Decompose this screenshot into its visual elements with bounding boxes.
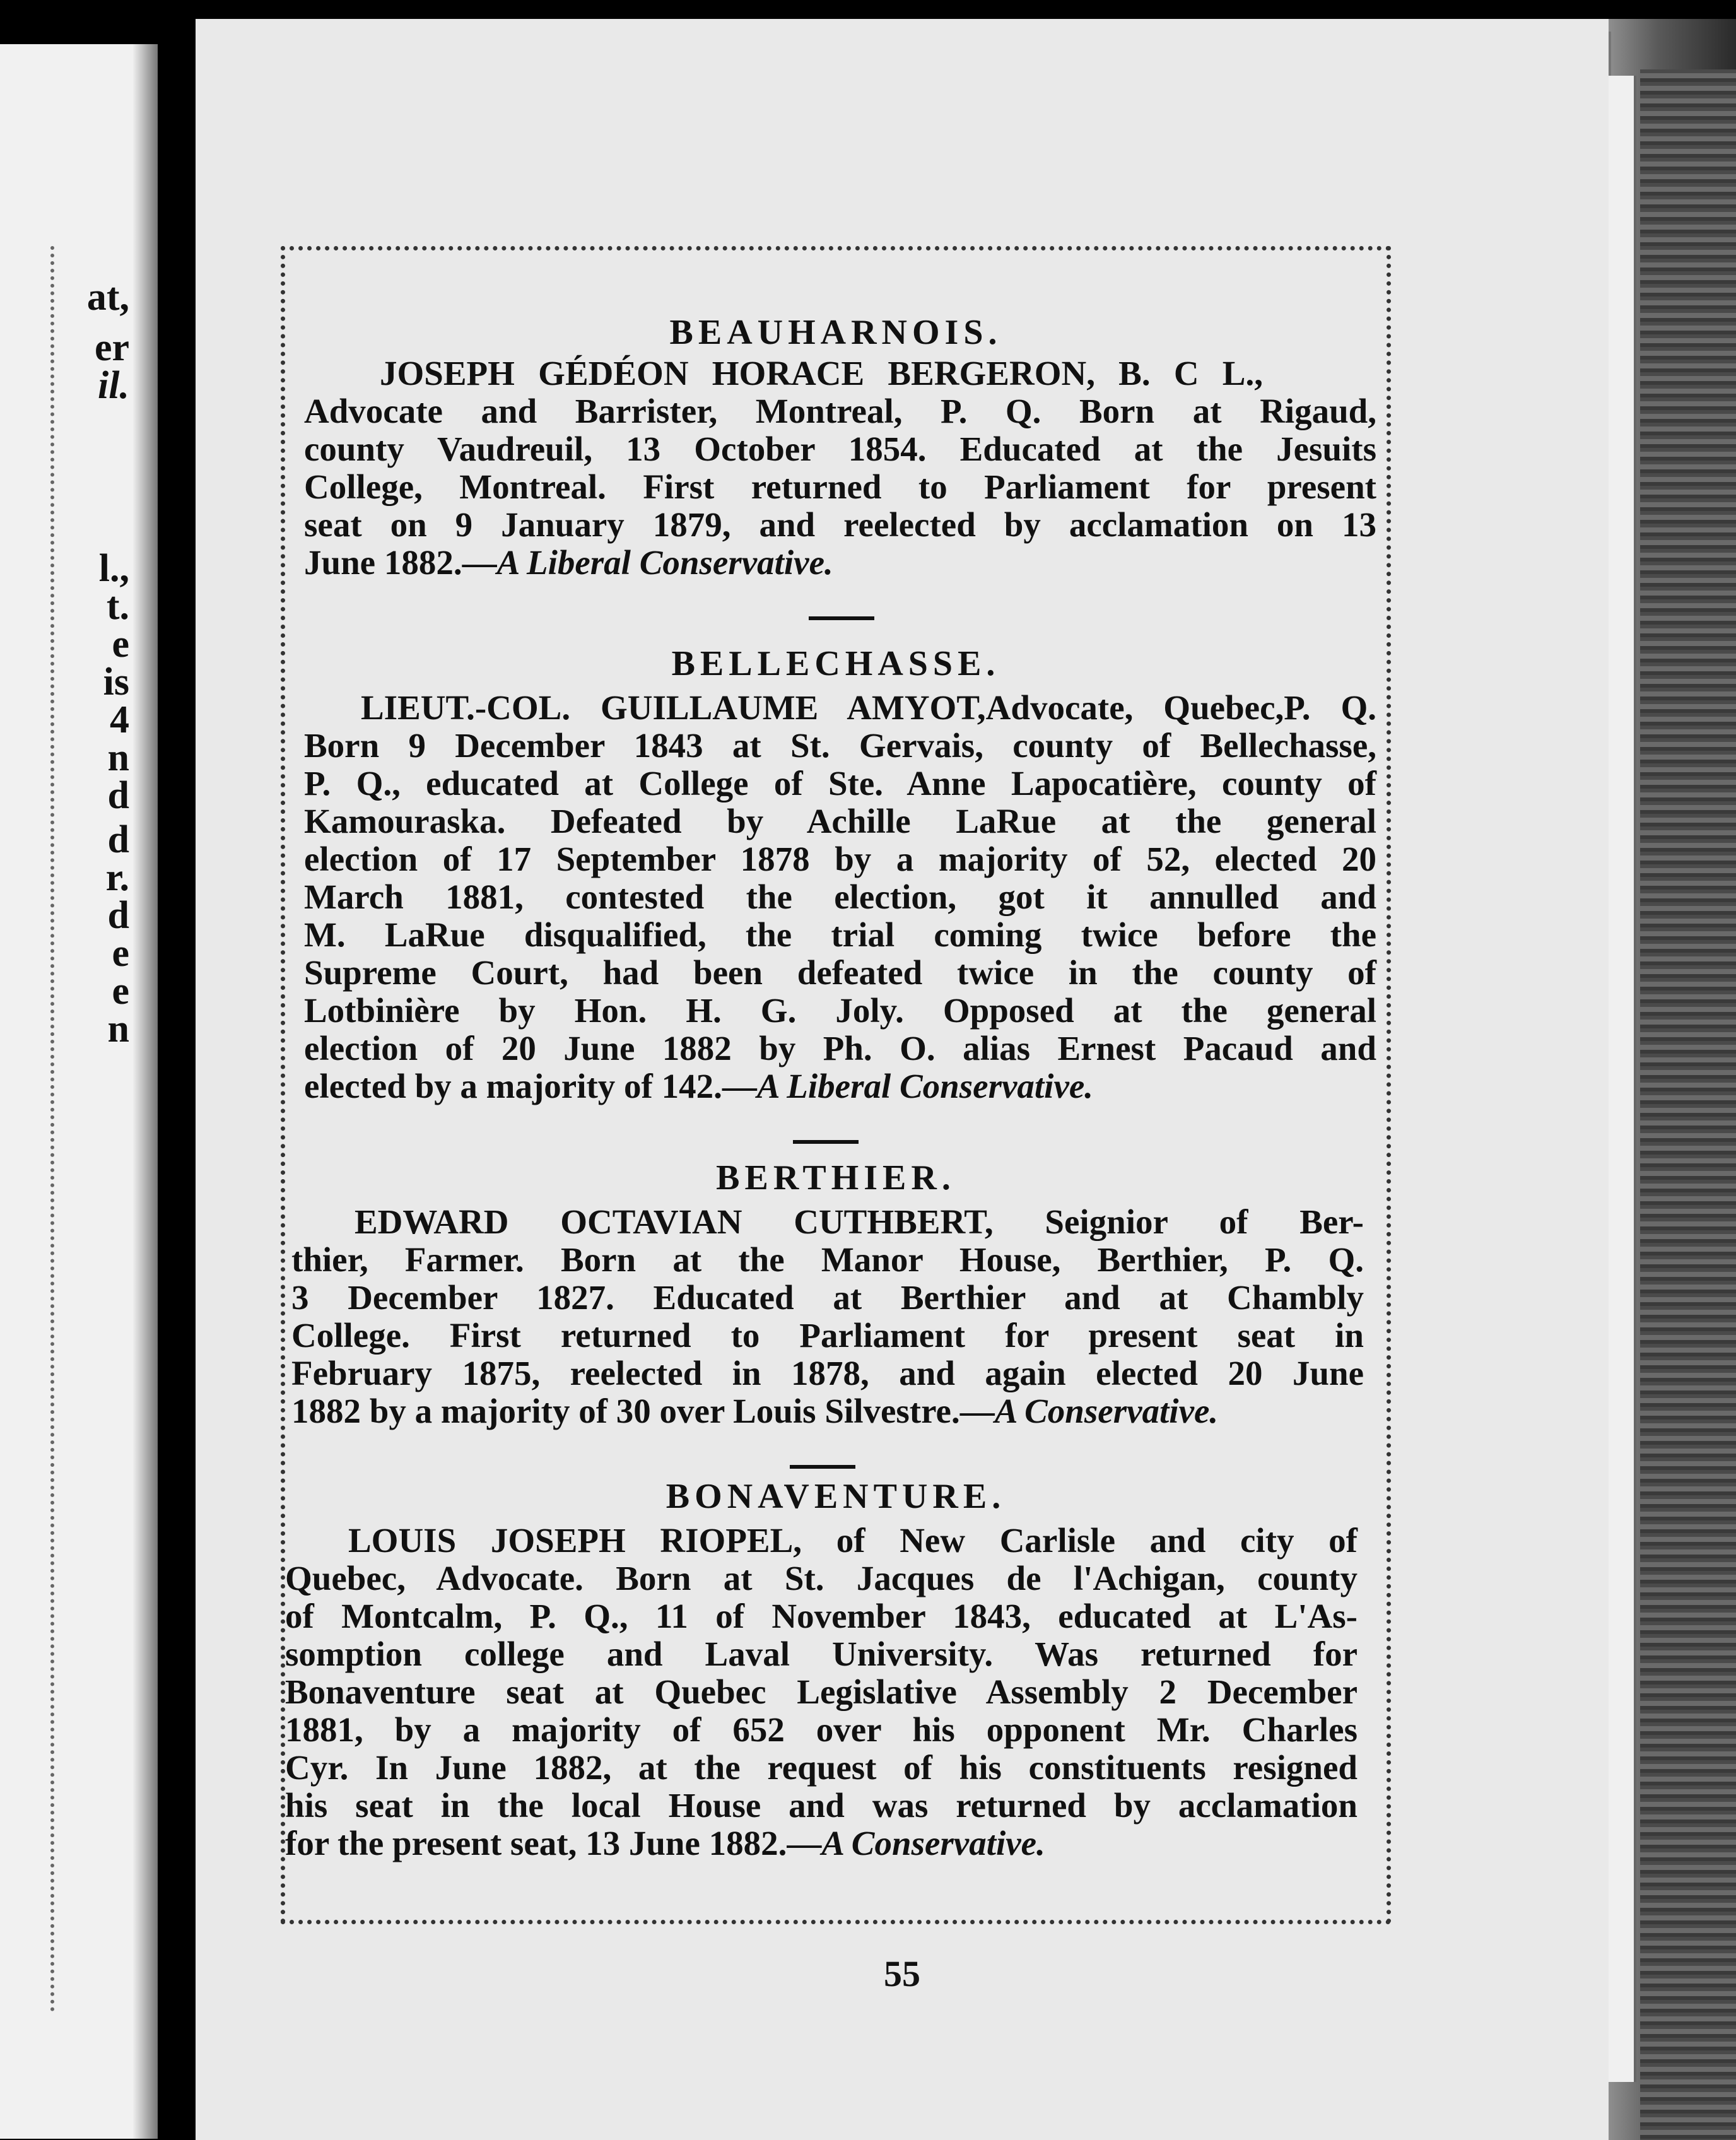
left-fragment: d — [107, 818, 129, 861]
entry-bellechasse — [285, 642, 1387, 1105]
left-fragment: d — [107, 774, 129, 817]
left-fragment: t. — [106, 585, 129, 628]
entry-beauharnois — [285, 310, 1387, 582]
left-fragment: er — [94, 326, 129, 369]
entry-line: February 1875, reelected in 1878, and again elected 20 June — [291, 1354, 1364, 1392]
left-fragment: l., — [98, 547, 129, 590]
party-affiliation: A Conservative. — [821, 1824, 1045, 1862]
left-fragment: d — [107, 894, 129, 937]
entry-line: M. LaRue disqualified, the trial coming twice before the — [304, 915, 1376, 954]
entry-text: elected by a majority of 142.— — [304, 1067, 757, 1105]
entry-text: for the present seat, 13 June 1882.— — [285, 1824, 822, 1862]
entry-berthier — [285, 1156, 1387, 1430]
entry-line: his seat in the local House and was returned by acclamation — [285, 1786, 1358, 1825]
left-fragment: r. — [105, 856, 129, 899]
entry-line: Born 9 December 1843 at St. Gervais, county of Bellechasse, — [304, 726, 1376, 765]
section-divider — [790, 1465, 855, 1469]
entry-line: seat on 9 January 1879, and reelected by acclamation on 13 — [304, 505, 1376, 544]
entry-heading: BONAVENTURE. — [666, 1477, 1006, 1516]
section-divider — [809, 616, 874, 620]
entry-heading: BELLECHASSE. — [671, 644, 1000, 683]
entry-line: Kamouraska. Defeated by Achille LaRue at the general — [304, 802, 1376, 840]
left-page-border — [38, 246, 54, 2013]
entry-line: EDWARD OCTAVIAN CUTHBERT, Seignior of Ber- — [355, 1202, 1364, 1241]
left-fragment: n — [107, 736, 129, 779]
entry-line: College. First returned to Parliament for present seat in — [291, 1316, 1364, 1355]
entry-text: June 1882.— — [304, 543, 497, 582]
entry-line: Advocate and Barrister, Montreal, P. Q. Born at Rigaud, — [304, 392, 1376, 430]
left-fragment: e — [112, 932, 129, 975]
right-page — [196, 19, 1609, 2140]
entry-line: election of 17 September 1878 by a majority of 52, elected 20 — [304, 840, 1376, 878]
party-affiliation: A Liberal Conservative. — [496, 543, 833, 582]
left-facing-page — [0, 44, 158, 2139]
book-cover-edge — [1640, 69, 1736, 2140]
left-fragment: 4 — [110, 698, 129, 741]
entry-line: thier, Farmer. Born at the Manor House, Berthier, P. Q. — [291, 1240, 1364, 1279]
entry-line: P. Q., educated at College of Ste. Anne Lapocatière, county of — [304, 764, 1376, 802]
entry-line: Supreme Court, had been defeated twice in the county of — [304, 953, 1376, 992]
entry-last-line — [304, 544, 1376, 582]
entry-line: Lotbinière by Hon. H. G. Joly. Opposed at the general — [304, 991, 1376, 1030]
entry-line: College, Montreal. First returned to Parliament for present — [304, 467, 1376, 506]
entry-line: 3 December 1827. Educated at Berthier and at Chambly — [291, 1278, 1364, 1317]
entry-bonaventure — [285, 1474, 1387, 1862]
entry-line: Quebec, Advocate. Born at St. Jacques de l'Achigan, county — [285, 1559, 1358, 1597]
entry-line: Cyr. In June 1882, at the request of his constituents resigned — [285, 1748, 1358, 1787]
party-affiliation: A Liberal Conservative. — [756, 1067, 1094, 1105]
left-fragment: e — [112, 623, 129, 666]
entry-last-line — [304, 1067, 1376, 1105]
entry-line: JOSEPH GÉDÉON HORACE BERGERON, B. C L., — [380, 354, 1263, 392]
entry-line: somption college and Laval University. Was returned for — [285, 1635, 1358, 1673]
left-fragment: e — [112, 970, 129, 1013]
entry-heading: BEAUHARNOIS. — [669, 313, 1002, 352]
entry-line: March 1881, contested the election, got it annulled and — [304, 878, 1376, 916]
page-number: 55 — [884, 1953, 920, 1994]
entry-heading: BERTHIER. — [716, 1158, 956, 1197]
left-fragment: n — [107, 1008, 129, 1050]
entry-line: 1881, by a majority of 652 over his opponent Mr. Charles — [285, 1710, 1358, 1749]
entry-last-line — [285, 1825, 1358, 1862]
left-fragment: at, — [86, 276, 129, 319]
entry-line: of Montcalm, P. Q., 11 of November 1843, educated at L'As- — [285, 1597, 1358, 1635]
party-affiliation: A Conservative. — [994, 1392, 1219, 1430]
entry-line: county Vaudreuil, 13 October 1854. Educated at the Jesuits — [304, 430, 1376, 468]
section-divider — [793, 1140, 859, 1144]
entry-line: election of 20 June 1882 by Ph. O. alias Ernest Pacaud and — [304, 1029, 1376, 1067]
entry-last-line — [291, 1392, 1364, 1430]
entry-line: LOUIS JOSEPH RIOPEL, of New Carlisle and city of — [348, 1521, 1358, 1560]
page-edge-sheet — [1609, 76, 1636, 2082]
book-gutter — [132, 44, 158, 2139]
dotted-border-frame — [281, 246, 1391, 1924]
left-fragment: is — [103, 661, 129, 703]
entry-line: Bonaventure seat at Quebec Legislative Assembly 2 December — [285, 1673, 1358, 1711]
left-fragment: il. — [98, 364, 129, 407]
entry-text: 1882 by a majority of 30 over Louis Silvestre.— — [291, 1392, 995, 1430]
entry-line: LIEUT.-COL. GUILLAUME AMYOT,Advocate, Quebec,P. Q. — [361, 688, 1376, 727]
